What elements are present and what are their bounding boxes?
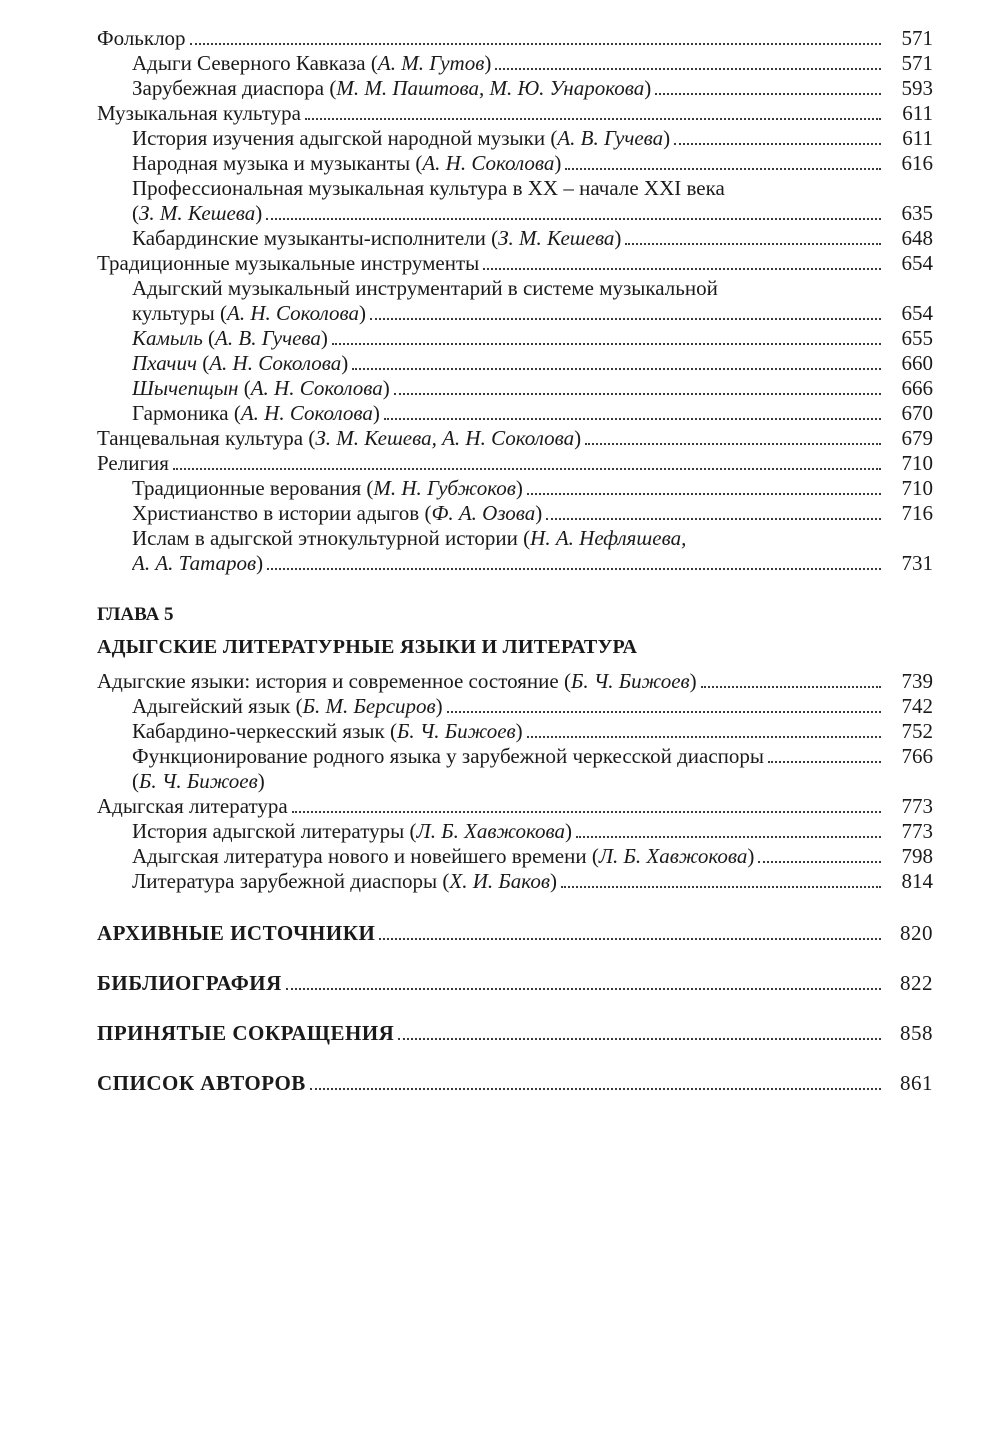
entry-title: культуры: [132, 301, 215, 325]
entry-title: Музыкальная культура: [97, 101, 301, 125]
page-number: 654: [901, 301, 933, 325]
page-number: 858: [900, 1021, 933, 1045]
entry-author: Н. А. Нефляшева,: [530, 526, 687, 550]
toc-entry[interactable]: (З. М. Кешева) 635: [132, 201, 933, 225]
entry-title: Пхачич: [132, 351, 197, 375]
entry-author: Б. М. Берсиров: [302, 694, 436, 718]
entry-title: Кабардинские музыканты-исполнители: [132, 226, 486, 250]
page-number: 679: [901, 426, 933, 450]
dot-leader: [266, 218, 881, 220]
toc-entry-line[interactable]: (Б. Ч. Бижоев): [132, 769, 265, 793]
dot-leader: [352, 368, 881, 370]
entry-title: Танцевальная культура: [97, 426, 304, 450]
entry-author: М. М. Паштова, М. Ю. Унарокова: [336, 76, 645, 100]
page-number: 670: [901, 401, 933, 425]
toc-entry[interactable]: Шычепщын (А. Н. Соколова) 666: [132, 376, 933, 400]
toc-entry[interactable]: Адыгейский язык (Б. М. Берсиров) 742: [132, 694, 933, 718]
page-number: 773: [901, 819, 933, 843]
page-number: 752: [901, 719, 933, 743]
page-number: 666: [901, 376, 933, 400]
entry-author: А. А. Татаров: [132, 551, 257, 575]
entry-author: А. Н. Соколова: [209, 351, 342, 375]
entry-author: З. М. Кешева, А. Н. Соколова: [315, 426, 575, 450]
entry-title: Камыль: [132, 326, 203, 350]
toc-entry-religion[interactable]: [97, 450, 933, 476]
toc-entry-dance[interactable]: Танцевальная культура (З. М. Кешева, А. Н. Соколова) 679: [97, 426, 933, 450]
dot-leader: [267, 568, 881, 570]
entry-title: Ислам в адыгской этнокультурной истории: [132, 526, 518, 550]
toc-entry[interactable]: Гармоника (А. Н. Соколова) 670: [132, 401, 933, 425]
page-number: 635: [901, 201, 933, 225]
entry-title: Функционирование родного языка у зарубежной черкесской диаспоры: [132, 744, 765, 768]
toc-entry[interactable]: А. А. Татаров) 731: [132, 551, 933, 575]
toc-entry[interactable]: Зарубежная диаспора (М. М. Паштова, М. Ю. Унарокова) 593: [132, 76, 933, 100]
page-number: 611: [902, 126, 933, 150]
entry-author: З. М. Кешева: [139, 201, 256, 225]
page-number: 731: [901, 551, 933, 575]
toc-entry-languages[interactable]: Адыгские языки: история и современное состояние (Б. Ч. Бижоев) 739: [97, 669, 933, 693]
page-number: 798: [901, 844, 933, 868]
dot-leader: [585, 443, 881, 445]
chapter-label: ГЛАВА 5: [97, 604, 174, 625]
dot-leader: [565, 168, 881, 170]
entry-author: А. В. Гучева: [557, 126, 664, 150]
toc-entry[interactable]: Традиционные верования (М. Н. Губжоков) 710: [132, 476, 933, 500]
entry-title: Народная музыка и музыканты: [132, 151, 411, 175]
toc-entry-line[interactable]: Ислам в адыгской этнокультурной истории (Н. А. Нефляшева,: [132, 526, 687, 550]
toc-entry[interactable]: Адыги Северного Кавказа (А. М. Гутов) 571: [132, 51, 933, 75]
page-number: 593: [901, 76, 933, 100]
entry-title[interactable]: Адыгский музыкальный инструментарий в системе музыкальной: [132, 276, 718, 300]
entry-title: Адыги Северного Кавказа: [132, 51, 366, 75]
entry-title: Адыгейский язык: [132, 694, 291, 718]
dot-leader: [286, 988, 881, 990]
entry-title: История адыгской литературы: [132, 819, 405, 843]
toc-entry[interactable]: культуры (А. Н. Соколова) 654: [132, 301, 933, 325]
dot-leader: [370, 318, 881, 320]
toc-entry[interactable]: Камыль (А. В. Гучева) 655: [132, 326, 933, 350]
toc-entry[interactable]: Кабардинские музыканты-исполнители (З. М. Кешева) 648: [132, 226, 933, 250]
toc-entry-instruments[interactable]: [97, 250, 933, 276]
entry-title: Религия: [97, 451, 169, 475]
dot-leader: [758, 861, 881, 863]
dot-leader: [527, 493, 881, 495]
dot-leader: [546, 518, 881, 520]
dot-leader: [398, 1038, 881, 1040]
dot-leader: [394, 393, 881, 395]
entry-title[interactable]: Профессиональная музыкальная культура в XX – начале XXI века: [132, 176, 725, 200]
page-number: 742: [901, 694, 933, 718]
page-number: 710: [901, 451, 933, 475]
entry-title: АРХИВНЫЕ ИСТОЧНИКИ: [97, 921, 376, 945]
page-number: 716: [901, 501, 933, 525]
page-number: 616: [901, 151, 933, 175]
dot-leader: [625, 243, 881, 245]
entry-title: Фольклор: [97, 26, 186, 50]
entry-title: СПИСОК АВТОРОВ: [97, 1071, 306, 1095]
toc-entry[interactable]: История изучения адыгской народной музыки (А. В. Гучева) 611: [132, 126, 933, 150]
dot-leader: [310, 1088, 881, 1090]
toc-entry[interactable]: Христианство в истории адыгов (Ф. А. Озова) 716: [132, 501, 933, 525]
entry-author: Л. Б. Хавжокова: [416, 819, 566, 843]
toc-entry[interactable]: Литература зарубежной диаспоры (Х. И. Баков) 814: [132, 869, 933, 893]
toc-entry-folklore[interactable]: [97, 25, 933, 51]
page-number: 654: [901, 251, 933, 275]
entry-title: Шычепщын: [132, 376, 239, 400]
toc-entry-bibliography[interactable]: [97, 970, 933, 996]
entry-author: Л. Б. Хавжокова: [598, 844, 748, 868]
toc-entry-archives[interactable]: [97, 920, 933, 946]
entry-title: Адыгские языки: история и современное состояние: [97, 669, 559, 693]
entry-title: Кабардино-черкесский язык: [132, 719, 385, 743]
page-number: 814: [901, 869, 933, 893]
entry-author: Б. Ч. Бижоев: [570, 669, 690, 693]
entry-title: Традиционные верования: [132, 476, 362, 500]
page-number: 571: [901, 26, 933, 50]
dot-leader: [483, 268, 881, 270]
entry-title: История изучения адыгской народной музыки: [132, 126, 546, 150]
entry-author: А. В. Гучева: [215, 326, 321, 350]
page-number: 660: [901, 351, 933, 375]
dot-leader: [674, 143, 881, 145]
dot-leader: [305, 118, 881, 120]
dot-leader: [561, 886, 881, 888]
page-number: 611: [902, 101, 933, 125]
dot-leader: [768, 761, 881, 763]
dot-leader: [576, 836, 881, 838]
dot-leader: [190, 43, 881, 45]
toc-entry[interactable]: Адыгская литература нового и новейшего времени (Л. Б. Хавжокова) 798: [132, 844, 933, 868]
entry-title: Литература зарубежной диаспоры: [132, 869, 438, 893]
page-number: 766: [901, 744, 933, 768]
entry-author: З. М. Кешева: [498, 226, 615, 250]
page-number: 571: [901, 51, 933, 75]
entry-author: Х. И. Баков: [449, 869, 550, 893]
page-number: 820: [900, 921, 933, 945]
dot-leader: [173, 468, 881, 470]
dot-leader: [655, 93, 881, 95]
dot-leader: [527, 736, 881, 738]
dot-leader: [379, 938, 881, 940]
entry-author: Б. Ч. Бижоев: [139, 769, 258, 793]
toc-entry[interactable]: История адыгской литературы (Л. Б. Хавжокова) 773: [132, 819, 933, 843]
page-number: 710: [901, 476, 933, 500]
toc-entry[interactable]: Пхачич (А. Н. Соколова) 660: [132, 351, 933, 375]
dot-leader: [384, 418, 881, 420]
dot-leader: [332, 343, 881, 345]
toc-entry[interactable]: Кабардино-черкесский язык (Б. Ч. Бижоев) 752: [132, 719, 933, 743]
entry-title: Адыгская литература: [97, 794, 288, 818]
toc-entry[interactable]: Народная музыка и музыканты (А. Н. Соколова) 616: [132, 151, 933, 175]
toc-entry-abbreviations[interactable]: [97, 1020, 933, 1046]
entry-author: Б. Ч. Бижоев: [396, 719, 516, 743]
page-number: 648: [901, 226, 933, 250]
dot-leader: [292, 811, 881, 813]
entry-author: М. Н. Губжоков: [373, 476, 516, 500]
entry-title: Традиционные музыкальные инструменты: [97, 251, 480, 275]
entry-title: Адыгская литература нового и новейшего времени: [132, 844, 587, 868]
dot-leader: [447, 711, 881, 713]
dot-leader: [701, 686, 881, 688]
entry-title: Христианство в истории адыгов: [132, 501, 420, 525]
entry-title: Гармоника: [132, 401, 229, 425]
toc-entry-music-culture[interactable]: [97, 100, 933, 126]
page-number: 655: [901, 326, 933, 350]
entry-title: БИБЛИОГРАФИЯ: [97, 971, 282, 995]
page-number: 822: [900, 971, 933, 995]
toc-entry[interactable]: [132, 743, 933, 769]
entry-title: ПРИНЯТЫЕ СОКРАЩЕНИЯ: [97, 1021, 395, 1045]
toc-entry-authors[interactable]: [97, 1070, 933, 1096]
chapter-title: АДЫГСКИЕ ЛИТЕРАТУРНЫЕ ЯЗЫКИ И ЛИТЕРАТУРА: [97, 636, 638, 658]
entry-author: А. Н. Соколова: [250, 376, 383, 400]
entry-author: А. Н. Соколова: [422, 151, 555, 175]
toc-entry-literature[interactable]: [97, 793, 933, 819]
page-number: 739: [901, 669, 933, 693]
entry-author: Ф. А. Озова: [431, 501, 536, 525]
entry-title: Зарубежная диаспора: [132, 76, 325, 100]
page-number: 773: [901, 794, 933, 818]
dot-leader: [495, 68, 881, 70]
page-number: 861: [900, 1071, 933, 1095]
entry-author: А. Н. Соколова: [240, 401, 373, 425]
entry-author: А. М. Гутов: [377, 51, 485, 75]
entry-author: А. Н. Соколова: [227, 301, 360, 325]
